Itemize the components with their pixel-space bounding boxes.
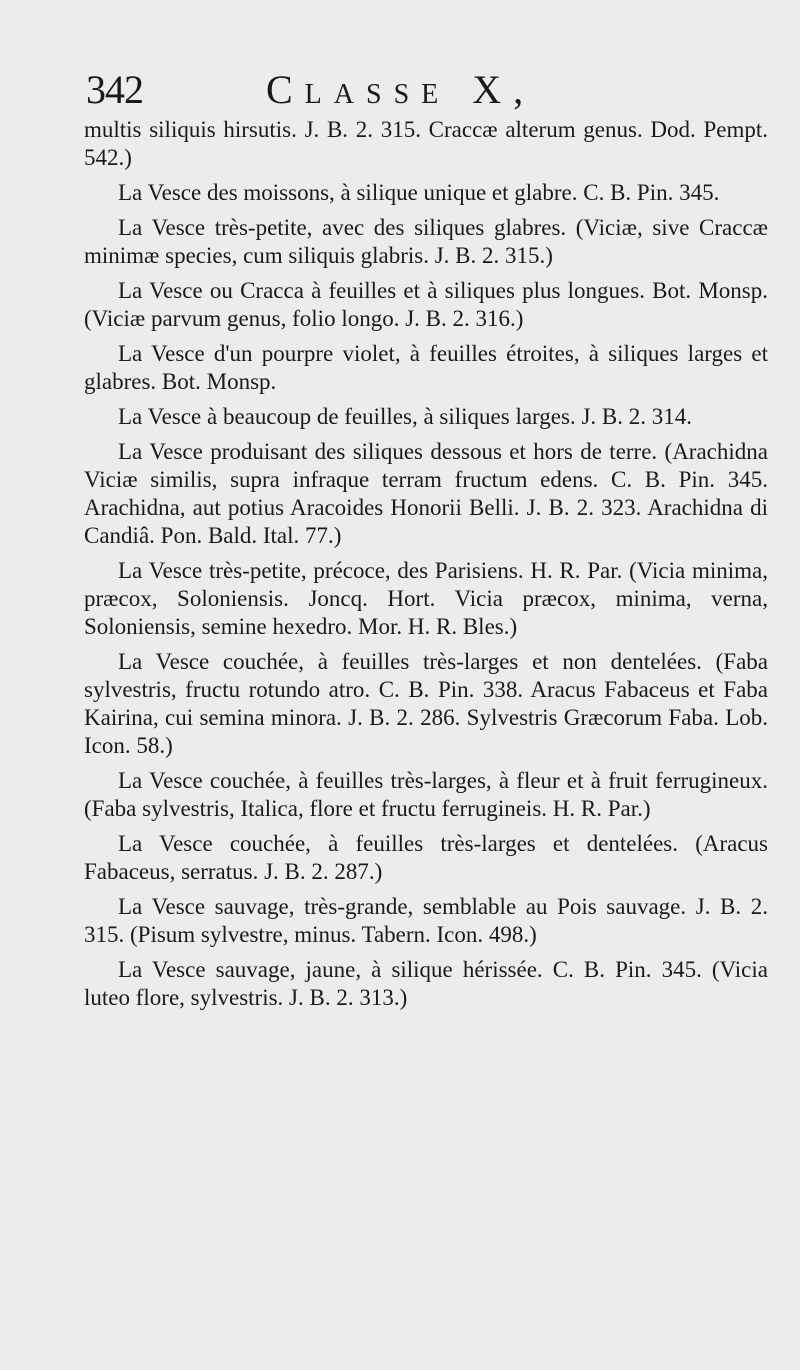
paragraph: La Vesce à beaucoup de feuilles, à siliques larges. J. B. 2. 314. [118,404,693,429]
paragraph: La Vesce couchée, à feuilles très-larges, à fleur et à fruit ferrugineux. (Faba sylvestris, Italica, flore et fructu ferrugineis. H. R. Par.) [84,768,768,821]
paragraph: La Vesce très-petite, précoce, des Parisiens. H. R. Par. (Vicia minima, præcox, Soloniensis. Joncq. Hort. Vicia præcox, minima, verna, Soloniensis, semine hexedro. Mor. H. R. Bles.) [84,558,768,639]
paragraph: multis siliquis hirsutis. J. B. 2. 315. Craccæ alterum genus. Dod. Pempt. 542.) [84,117,768,170]
paragraph: La Vesce ou Cracca à feuilles et à siliques plus longues. Bot. Monsp. (Viciæ parvum genus, folio longo. J. B. 2. 316.) [84,278,768,331]
paragraph: La Vesce d'un pourpre violet, à feuilles étroites, à siliques larges et glabres. Bot. Monsp. [84,341,768,394]
paragraph: La Vesce sauvage, jaune, à silique hérissée. C. B. Pin. 345. (Vicia luteo flore, sylvestris. J. B. 2. 313.) [84,957,768,1010]
paragraph: La Vesce très-petite, avec des siliques glabres. (Viciæ, sive Craccæ minimæ species, cum siliquis glabris. J. B. 2. 315.) [84,215,768,268]
page-header [86,64,706,116]
page-number: 342 [86,67,143,112]
paragraph: La Vesce sauvage, très-grande, semblable au Pois sauvage. J. B. 2. 315. (Pisum sylvestre, minus. Tabern. Icon. 498.) [84,894,768,947]
paragraph: La Vesce couchée, à feuilles très-larges et dentelées. (Aracus Fabaceus, serratus. J. B. 2. 287.) [84,831,768,884]
paragraph: La Vesce produisant des siliques dessous et hors de terre. (Arachidna Viciæ similis, supra infraque terram fructum edens. C. B. Pin. 345. Arachidna, aut potius Aracoides Honorii Belli. J. B. 2. 323. Arachidna di Candiâ. Pon. Bald. Ital. 77.) [84,439,768,548]
body-text [84,116,768,1019]
running-title: Classe X, [266,67,536,112]
paragraph: La Vesce des moissons, à silique unique et glabre. C. B. Pin. 345. [118,180,720,205]
paragraph: La Vesce couchée, à feuilles très-larges et non dentelées. (Faba sylvestris, fructu rotundo atro. C. B. Pin. 338. Aracus Fabaceus et Faba Kairina, cui semina minora. J. B. 2. 286. Sylvestris Græcorum Faba. Lob. Icon. 58.) [84,649,768,758]
